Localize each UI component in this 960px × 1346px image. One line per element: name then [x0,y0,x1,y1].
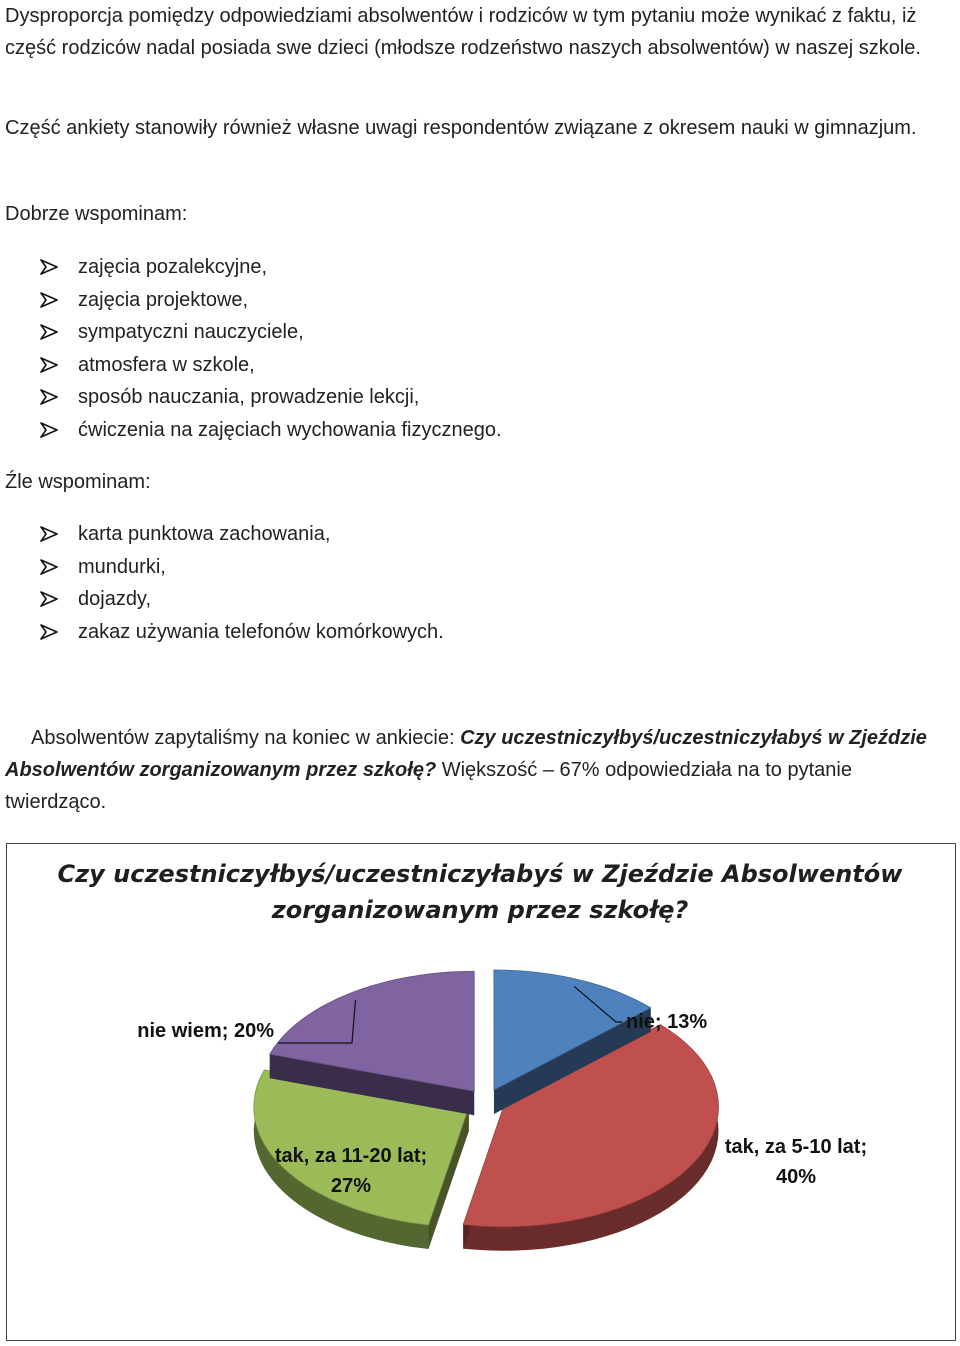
summary-tail: Większość – 67% odpowiedziała na to pytanie twierdząco. [5,759,852,813]
list-item-text: atmosfera w szkole, [78,353,255,376]
list-item [40,551,444,584]
arrow-bullet-icon [40,624,58,640]
bad-memories-list [40,518,444,648]
pie-data-label: nie; 13% [626,1011,708,1033]
chart-title: Czy uczestniczyłbyś/uczestniczyłabyś w Zjeździe Absolwentów zorganizowanym przez szkołę? [57,860,903,924]
list-item [40,284,502,317]
list-item-text: karta punktowa zachowania, [78,523,331,545]
list-item [40,414,502,447]
list-item-text: sposób nauczania, prowadzenie lekcji, [78,386,420,408]
arrow-bullet-icon [40,259,58,275]
good-memories-list [40,251,502,446]
list-item-text: zakaz używania telefonów komórkowych. [78,620,444,643]
list-item [40,316,502,349]
arrow-bullet-icon [40,292,58,308]
list-item [40,349,502,382]
pie-chart [6,843,956,1341]
bad-memories-heading: Źle wspominam: [5,471,151,493]
list-item-text: zajęcia projektowe, [78,288,249,311]
arrow-bullet-icon [40,389,58,405]
list-item [40,518,444,551]
list-item [40,251,502,284]
list-item-text: dojazdy, [78,588,152,610]
list-item [40,381,502,414]
list-item-text: ćwiczenia na zajęciach wychowania fizycznego. [78,418,502,441]
arrow-bullet-icon [40,422,58,438]
list-item-text: mundurki, [78,555,166,578]
list-item-text: sympatyczni nauczyciele, [78,321,304,343]
arrow-bullet-icon [40,324,58,340]
pie-data-label: tak, za 5-10 lat; 40% [724,1136,868,1188]
good-memories-heading: Dobrze wspominam: [5,203,188,225]
list-item [40,616,444,649]
summary-question: Czy uczestniczyłbyś/uczestniczyłabyś w Zjeździe Absolwentów zorganizowanym przez szkołę? [5,727,927,781]
arrow-bullet-icon [40,591,58,607]
pie-data-label: nie wiem; 20% [137,1020,274,1042]
arrow-bullet-icon [40,357,58,373]
arrow-bullet-icon [40,526,58,542]
paragraph-disproportion: Dysproporcja pomiędzy odpowiedziami absolwentów i rodziców w tym pytaniu może wynikać z faktu, iż część rodziców nadal posiada swe dzieci (młodsze rodzeństwo naszych absolwentów) w naszej szkole. [5,5,921,59]
list-item [40,583,444,616]
summary-paragraph [5,722,950,818]
pie-data-label: tak, za 11-20 lat; 27% [274,1145,428,1197]
summary-lead: Absolwentów zapytaliśmy na koniec w ankiecie: [31,727,461,749]
arrow-bullet-icon [40,559,58,575]
paragraph-survey-remarks: Część ankiety stanowiły również własne uwagi respondentów związane z okresem nauki w gimnazjum. [5,117,917,139]
list-item-text: zajęcia pozalekcyjne, [78,256,267,278]
